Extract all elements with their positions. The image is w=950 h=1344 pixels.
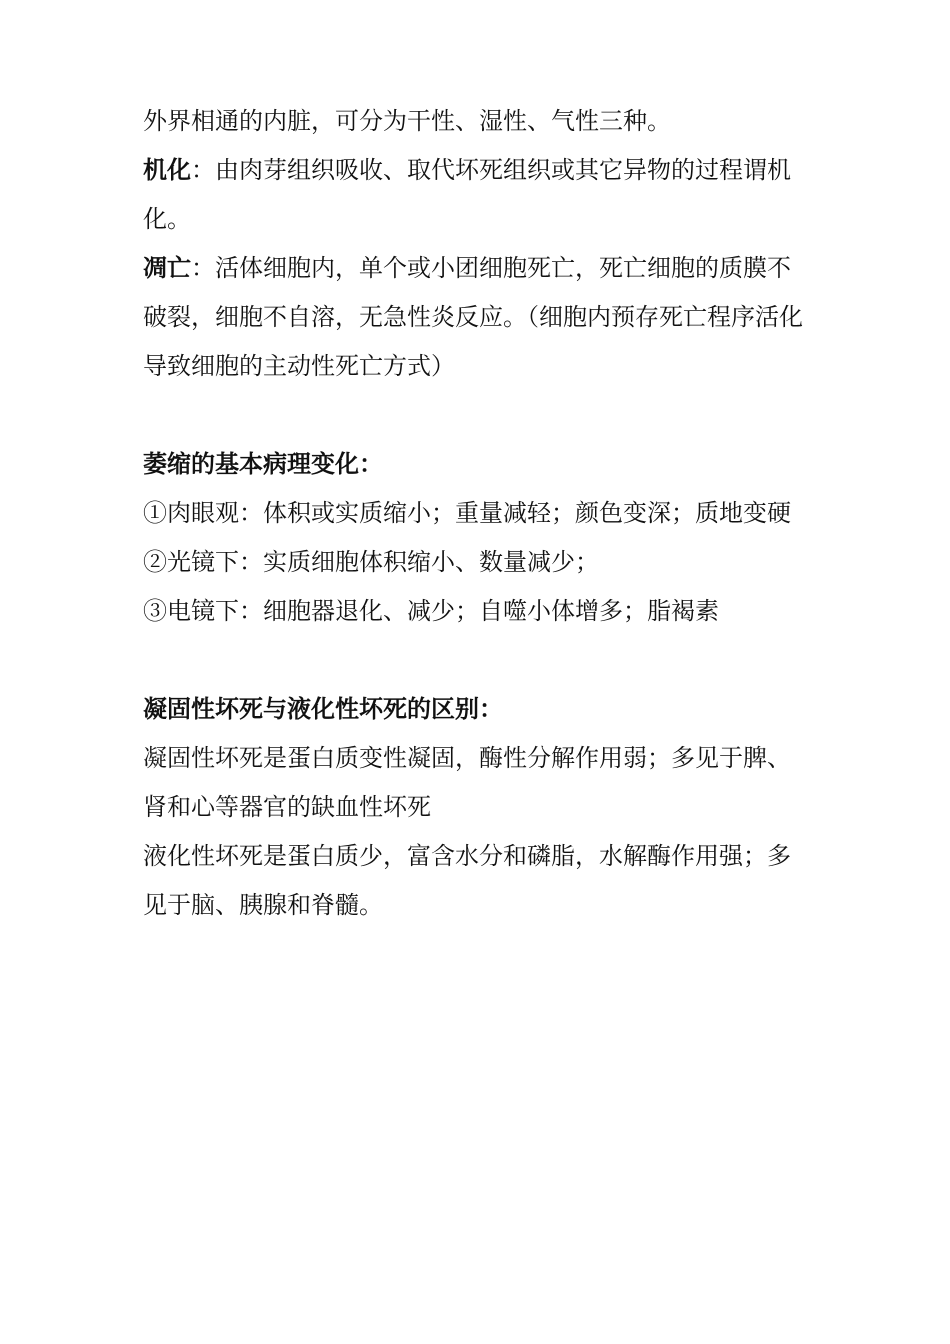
atrophy-heading: 萎缩的基本病理变化： [143,450,383,478]
coagulative-necrosis-paragraph: 凝固性坏死是蛋白质变性凝固，酶性分解作用弱；多见于脾、肾和心等器官的缺血性坏死 [143,744,791,821]
organization-text: 由肉芽组织吸收、取代坏死组织或其它异物的过程谓机化。 [143,156,791,233]
organization-term: 机化 [143,156,191,184]
section-spacer [143,636,813,685]
apoptosis-term: 凋亡 [143,254,191,282]
atrophy-item-gross: ①肉眼观：体积或实质缩小；重量减轻；颜色变深；质地变硬 [143,499,791,527]
section-spacer [143,391,813,440]
organization-separator: ： [191,156,215,184]
apoptosis-separator: ： [191,254,215,282]
apoptosis-text: 活体细胞内，单个或小团细胞死亡，死亡细胞的质膜不破裂，细胞不自溶，无急性炎反应。（细胞内预存死亡程序活化导致细胞的主动性死亡方式） [143,254,803,380]
apoptosis-definition [143,244,813,391]
document-page [143,97,813,930]
liquefactive-necrosis-paragraph: 液化性坏死是蛋白质少，富含水分和磷脂，水解酶作用强；多见于脑、胰腺和脊髓。 [143,842,791,919]
necrosis-difference-heading: 凝固性坏死与液化性坏死的区别： [143,695,503,723]
atrophy-item-electron-microscope: ③电镜下：细胞器退化、减少；自噬小体增多；脂褐素 [143,597,719,625]
organization-definition [143,146,813,244]
atrophy-item-light-microscope: ②光镜下：实质细胞体积缩小、数量减少； [143,548,599,576]
gangrene-paragraph-tail: 外界相通的内脏，可分为干性、湿性、气性三种。 [143,107,671,135]
